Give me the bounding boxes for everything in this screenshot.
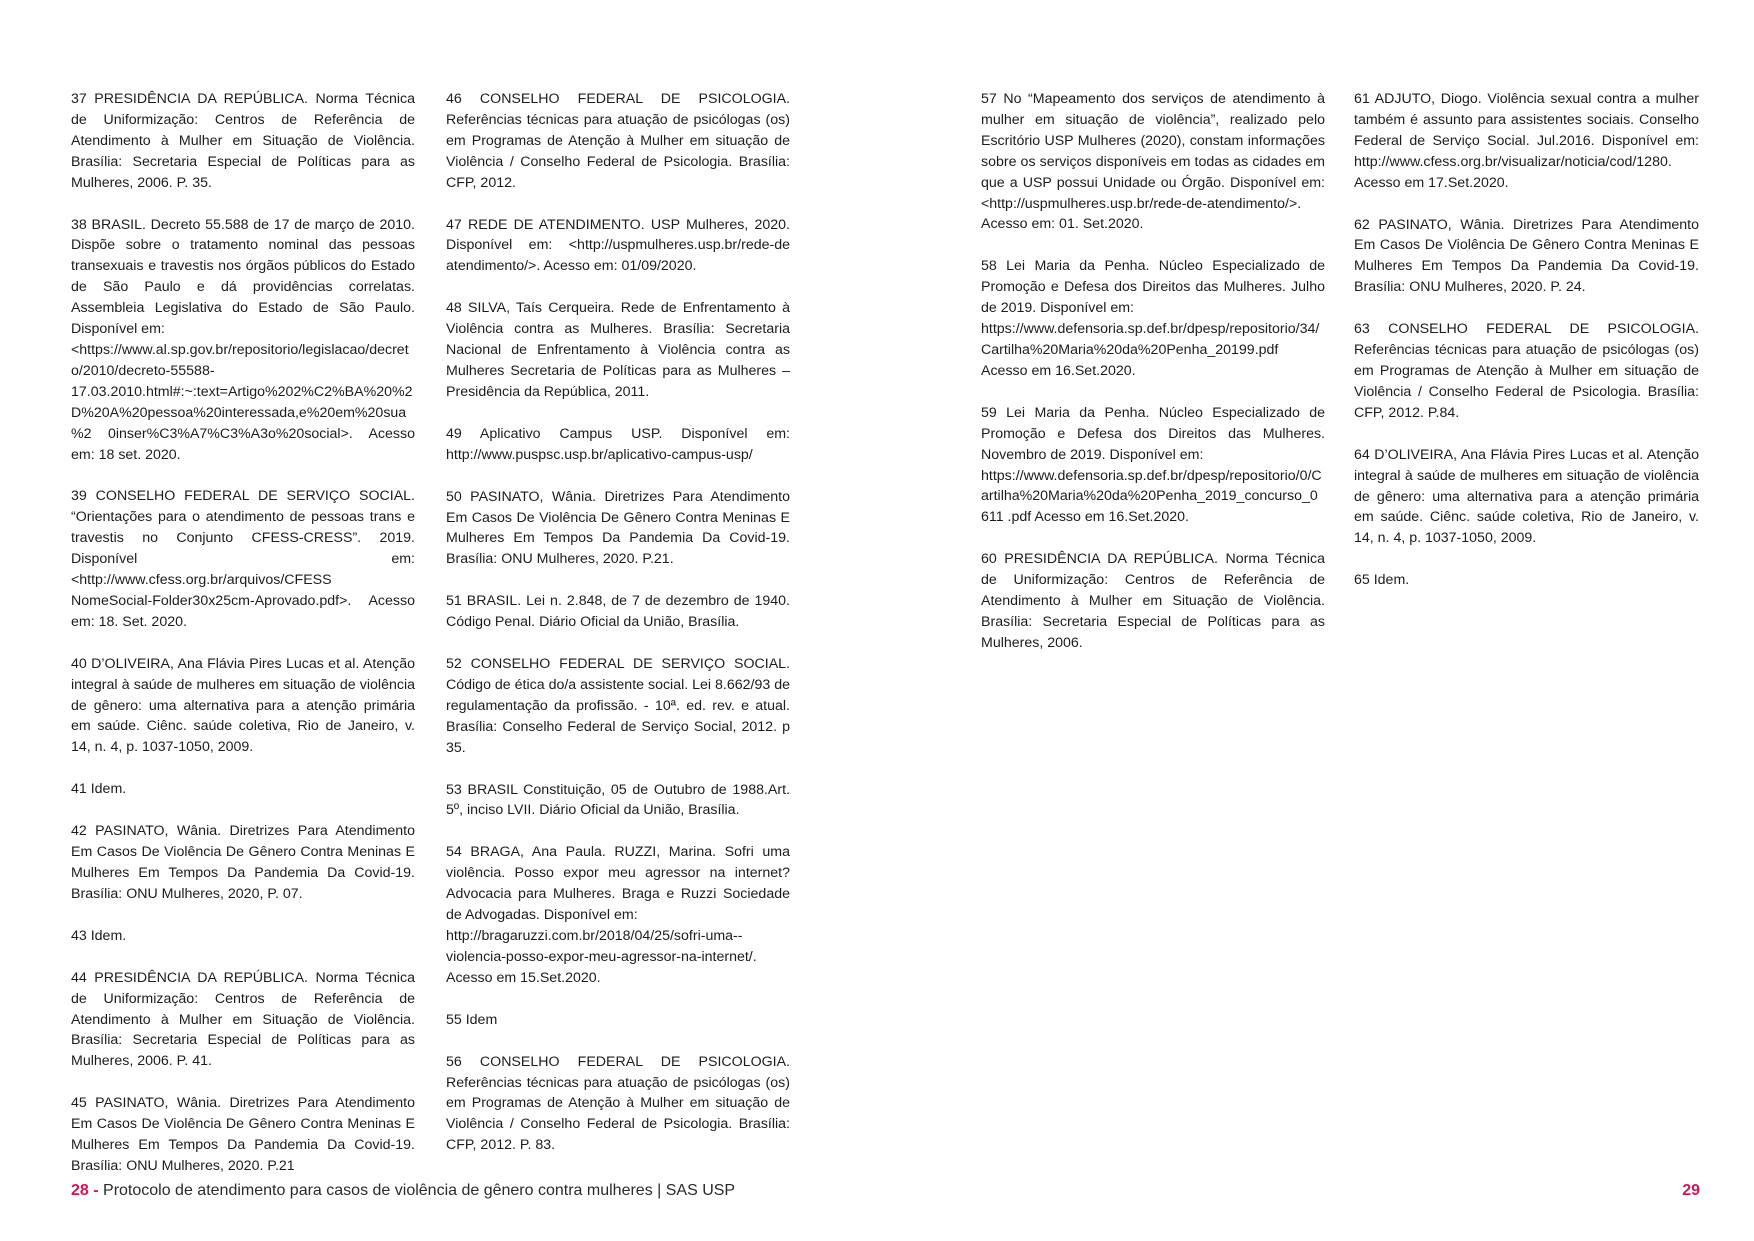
footnote-61: 61 ADJUTO, Diogo. Violência sexual contra a mulher também é assunto para assistentes sociais. Conselho Federal de Serviço Social. Jul.2016. Disponível em: http://www.cfess.org.br/visualizar/noticia/cod/1280. Acesso em 17.Set.2020. [1354,91,1699,191]
footnote-44: 44 PRESIDÊNCIA DA REPÚBLICA. Norma Técnica de Uniformização: Centros de Referência de Atendimento à Mulher em Situação de Violência. Brasília: Secretaria Especial de Políticas para as Mulheres, 2006. P. 41. [71,969,415,1070]
notes-column-4 [1354,89,1699,612]
footnote-51: 51 BRASIL. Lei n. 2.848, de 7 de dezembro de 1940. Código Penal. Diário Oficial da União, Brasília. [446,593,790,631]
footnote-54: 54 BRAGA, Ana Paula. RUZZI, Marina. Sofri uma violência. Posso expor meu agressor na internet? Advocacia para Mulheres. Braga e Ruzzi Sociedade de Advogadas. Disponível em: http://bragaruzzi.com.br/2018/04/25/sofri-uma--violencia-posso-expor-meu-agressor-na-internet/. Acesso em 15.Set.2020. [446,844,790,986]
page-number-left: 28 [71,1182,89,1199]
notes-column-1 [71,89,415,1198]
footnote-59: 59 Lei Maria da Penha. Núcleo Especializado de Promoção e Defesa dos Direitos das Mulheres. Novembro de 2019. Disponível em: https://www.defensoria.sp.def.br/dpesp/repositorio/0/Cartilha%20Maria%20da%20Penha_2019_concurso_0611 .pdf Acesso em 16.Set.2020. [981,404,1325,526]
footnote-42: 42 PASINATO, Wânia. Diretrizes Para Atendimento Em Casos De Violência De Gênero Contra Meninas E Mulheres Em Tempos Da Pandemia Da Covid-19. Brasília: ONU Mulheres, 2020, P. 07. [71,823,415,902]
footnote-52: 52 CONSELHO FEDERAL DE SERVIÇO SOCIAL. Código de ética do/a assistente social. Lei 8.662/93 de regulamentação da profissão. - 10ª. ed. rev. e atual. Brasília: Conselho Federal de Serviço Social, 2012. p 35. [446,656,790,756]
footnote-50: 50 PASINATO, Wânia. Diretrizes Para Atendimento Em Casos De Violência De Gênero Contra Meninas E Mulheres Em Tempos Da Pandemia Da Covid-19. Brasília: ONU Mulheres, 2020. P.21. [446,488,790,568]
footnote-64: 64 D’OLIVEIRA, Ana Flávia Pires Lucas et al. Atenção integral à saúde de mulheres em situação de violência de gênero: uma alternativa para a atenção primária em saúde. Ciênc. saúde coletiva, Rio de Janeiro, v. 14, n. 4, p. 1037-1050, 2009. [1354,446,1699,547]
footer-separator: - [88,1182,104,1199]
page-number-right: 29 [1682,1182,1700,1199]
footnote-40: 40 D’OLIVEIRA, Ana Flávia Pires Lucas et al. Atenção integral à saúde de mulheres em situação de violência de gênero: uma alternativa para a atenção primária em saúde. Ciênc. saúde coletiva, Rio de Janeiro, v. 14, n. 4, p. 1037-1050, 2009. [71,655,415,756]
footnote-46: 46 CONSELHO FEDERAL DE PSICOLOGIA. Referências técnicas para atuação de psicólogas (os) em Programas de Atenção à Mulher em situação de Violência / Conselho Federal de Psicologia. Brasília: CFP, 2012. [446,91,790,191]
footnote-62: 62 PASINATO, Wânia. Diretrizes Para Atendimento Em Casos De Violência De Gênero Contra Meninas E Mulheres Em Tempos Da Pandemia Da Covid-19. Brasília: ONU Mulheres, 2020. P. 24. [1354,216,1699,296]
footer-title: Protocolo de atendimento para casos de violência de gênero contra mulheres | SAS USP [103,1182,736,1199]
footnote-65: 65 Idem. [1354,572,1410,589]
footnote-63: 63 CONSELHO FEDERAL DE PSICOLOGIA. Referências técnicas para atuação de psicólogas (os) em Programas de Atenção à Mulher em situação de Violência / Conselho Federal de Psicologia. Brasília: CFP, 2012. P.84. [1354,321,1699,421]
footnote-53: 53 BRASIL Constituição, 05 de Outubro de 1988.Art. 5º, inciso LVII. Diário Oficial da União, Brasília. [446,781,790,819]
footnote-45: 45 PASINATO, Wânia. Diretrizes Para Atendimento Em Casos De Violência De Gênero Contra Meninas E Mulheres Em Tempos Da Pandemia Da Covid-19. Brasília: ONU Mulheres, 2020. P.21 [71,1095,415,1174]
footnote-58: 58 Lei Maria da Penha. Núcleo Especializado de Promoção e Defesa dos Direitos das Mulheres. Julho de 2019. Disponível em: https://www.defensoria.sp.def.br/dpesp/repositorio/34/Cartilha%20Maria%20da%20Penha_20199.pdf Acesso em 16.Set.2020. [981,258,1325,379]
footnote-37: 37 PRESIDÊNCIA DA REPÚBLICA. Norma Técnica de Uniformização: Centros de Referência de Atendimento à Mulher em Situação de Violência. Brasília: Secretaria Especial de Políticas para as Mulheres, 2006. P. 35. [71,91,415,191]
footnote-57: 57 No “Mapeamento dos serviços de atendimento à mulher em situação de violência”, realizado pelo Escritório USP Mulheres (2020), constam informações sobre os serviços disponíveis em todas as cidades em que a USP possui Unidade ou Órgão. Disponível em: <http://uspmulheres.usp.br/rede-de-atendimento/>. Acesso em: 01. Set.2020. [981,91,1325,233]
footnote-60: 60 PRESIDÊNCIA DA REPÚBLICA. Norma Técnica de Uniformização: Centros de Referência de Atendimento à Mulher em Situação de Violência. Brasília: Secretaria Especial de Políticas para as Mulheres, 2006. [981,551,1325,651]
footnote-55: 55 Idem [446,1011,498,1028]
notes-column-3 [981,89,1325,675]
footnote-38: 38 BRASIL. Decreto 55.588 de 17 de março de 2010. Dispõe sobre o tratamento nominal das pessoas transexuais e travestis nos órgãos públicos do Estado de São Paulo e dá providências correlatas. Assembleia Legislativa do Estado de São Paulo. Disponível em: <https://www.al.sp.gov.br/repositorio/legislacao/decreto/2010/decreto-55588-17.03.2010.html#:~:text=Artigo%202%C2%BA%20%2D%20A%20pessoa%20interessada,e%20em%20sua%2 0inser%C3%A7%C3%A3o%20social>. Acesso em: 18 set. 2020. [71,216,415,463]
footnote-48: 48 SILVA, Taís Cerqueira. Rede de Enfrentamento à Violência contra as Mulheres. Brasília: Secretaria Nacional de Enfrentamento à Violência contra as Mulheres Secretaria de Políticas para as Mulheres – Presidência da República, 2011. [446,300,790,400]
footnote-56: 56 CONSELHO FEDERAL DE PSICOLOGIA. Referências técnicas para atuação de psicólogas (os) em Programas de Atenção à Mulher em situação de Violência / Conselho Federal de Psicologia. Brasília: CFP, 2012. P. 83. [446,1053,790,1154]
footnote-47: 47 REDE DE ATENDIMENTO. USP Mulheres, 2020. Disponível em: <http://uspmulheres.usp.br/rede-de atendimento/>. Acesso em: 01/09/2020. [446,216,790,275]
footnote-43: 43 Idem. [71,927,127,944]
footnote-39: 39 CONSELHO FEDERAL DE SERVIÇO SOCIAL. “Orientações para o atendimento de pessoas trans e travestis no Conjunto CFESS-CRESS”. 2019. Disponível em: <http://www.cfess.org.br/arquivos/CFESS NomeSocial-Folder30x25cm-Aprovado.pdf>. Acesso em: 18. Set. 2020. [71,488,415,630]
footnote-41: 41 Idem. [71,781,127,798]
left-page-footer [71,1181,735,1201]
notes-column-2 [446,89,790,1177]
footnote-49: 49 Aplicativo Campus USP. Disponível em: http://www.puspsc.usp.br/aplicativo-campus-usp/ [446,425,790,463]
